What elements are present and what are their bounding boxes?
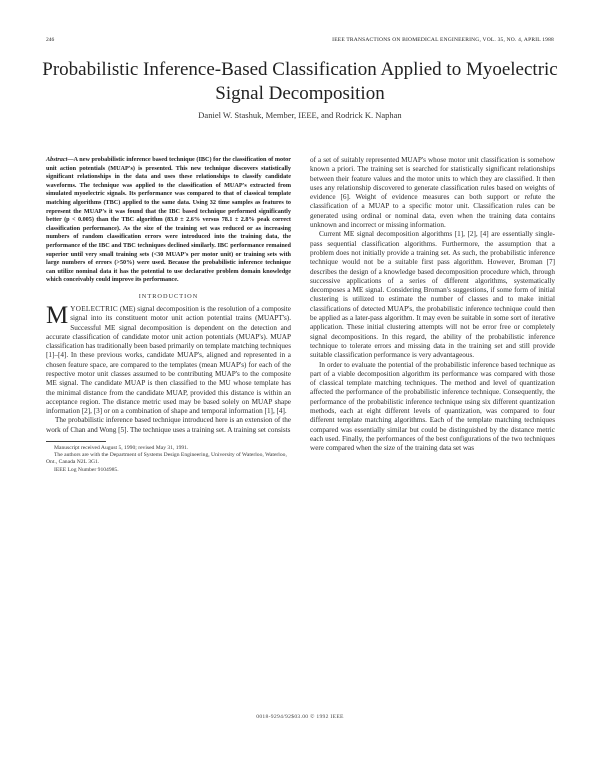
abstract — [46, 156, 291, 285]
right-column — [310, 156, 555, 454]
footnote-affiliation: The authors are with the Department of Systems Design Engineering, University of Waterloo, Waterloo, Ont., Canada N2L 3G1. — [46, 452, 287, 466]
copyright-footer: 0018-9294/92$03.00 © 1992 IEEE — [256, 714, 344, 720]
right-paragraph-1: of a set of suitably represented MUAP's whose motor unit classification is somehow known a priori. The training set is searched for statistically significant relationships between their feature values and the motor units to which they are classified. It then uses any relationship discovered to generate classification rules based on weights of evidence [6]. Weight of evidence measures can both support or refute the classification of a MUAP to a specific motor unit. Classification rules can be generated using ordinal or nominal data, even when the training data contains unknown and incorrect or missing information. — [310, 156, 555, 230]
running-header — [46, 37, 554, 47]
introduction-body — [46, 301, 291, 435]
page-number: 246 — [46, 37, 55, 43]
footnotes — [46, 445, 291, 474]
abstract-text: —A new probabilistic inference based technique (IBC) for the classification of motor unit action potentials (MUAP's) is presented. This new technique discovers statistically significant relationships in the data and uses these relationships to classify candidate waveforms. The technique was applied to the classification of MUAP's extracted from simulated myoelectric signals. Its performance was compared to that of classical template matching algorithms (TBC) applied to the same data. Using 32 time samples as features to represent the MUAP's it was found that the IBC based technique performed significantly better (p < 0.005) than the TBC algorithm (83.0 ± 2.6% versus 78.1 ± 2.8% peak correct classification performance). As the size of the training set was reduced or as increasing numbers of random classification errors were introduced into the training data, the performance of the IBC and TBC techniques declined similarly. IBC performance remained superior until very small training sets (<30 MUAP's per motor unit) or training sets with large numbers of errors (>50%) were used. Because the probabilistic inference technique can utilize nominal data it has the potential to use declarative problem domain knowledge which conceivably could improve its performance. — [46, 156, 291, 284]
introduction-paragraph-1 — [46, 301, 291, 417]
paper-authors: Daniel W. Stashuk, Member, IEEE, and Rodrick K. Naphan — [198, 110, 402, 120]
right-column-body — [310, 156, 555, 454]
introduction-paragraph-2: The probabilistic inference based technique introduced here is an extension of the work of Chan and Wong [5]. The technique uses a training set. A training set consists — [46, 416, 291, 434]
abstract-label: Abstract — [46, 156, 68, 163]
right-paragraph-3: In order to evaluate the potential of the probabilistic inference based technique as part of a viable decomposition algorithm its performance was compared with those of classical template matching techniques. The method and level of quantization affected the performance of the probabilistic inference technique. Consequently, the performance of the probabilistic inference technique using six different quantization methods, each at eight different levels of quantization, was compared to four different template matching algorithms. Each of the template matching techniques compared was essentially similar but could be distinguished by the distance metric each used. Finally, the performances of the best configurations of the two techniques were compared when the size of the training data set was — [310, 360, 555, 453]
footnote-ieee-log: IEEE Log Number 9104985. — [54, 466, 119, 473]
paper-title: Probabilistic Inference-Based Classification Applied to Myoelectric Signal Decomposition — [42, 59, 558, 104]
footnote-received: Manuscript received August 5, 1990; revised May 31, 1991. — [54, 445, 189, 452]
left-column — [46, 156, 291, 474]
section-heading-introduction: INTRODUCTION — [138, 292, 199, 300]
journal-header: IEEE TRANSACTIONS ON BIOMEDICAL ENGINEERING, VOL. 35, NO. 4, APRIL 1988 — [332, 37, 554, 43]
lead-word: YOELECTRIC — [70, 304, 118, 313]
dropcap-letter: M — [46, 301, 69, 329]
introduction-text-1: (ME) signal decomposition is the resolution of a composite signal into its constituent motor unit action potential trains (MUAPT's). Successful ME signal decomposition is dependent on the detection and accurate classification of candidate motor unit action potentials (MUAP's). MUAP classification has traditionally been based primarily on template matching techniques [1]–[4]. In these previous works, candidate MUAP's, aligned and represented in a chosen feature space, are compared to the templates (mean MUAP's) for each of the respective motor unit classes assumed to be contributing MUAP's to the composite ME signal. The candidate MUAP is then classified to the MU whose template has the minimal distance from the candidate MUAP, provided this distance is within an acceptance region. The distance metric used may be based solely on MUAP shape information [2], [3] or on a combination of shape and temporal information [1], [4]. — [46, 304, 291, 416]
footnote-rule — [46, 441, 106, 442]
right-paragraph-2: Current ME signal decomposition algorithms [1], [2], [4] are essentially single-pass sequential classification algorithms. Furthermore, the assumption that a problem does not initially provide a training set. As such, the probabilistic inference technique would not be a suitable first pass algorithm. However, Broman [7] describes the design of a knowledge based decomposition procedure which, through successive applications of a series of different algorithms, systematically decomposes a ME signal. Considering Broman's suggestions, if some form of initial clustering is utilized to estimate the number of classes and to make initial classifications of detected MUAP's, the probabilistic inference technique could then be applied as a later-pass algorithm. It may even be suitable in some sort of iterative application. These initial clustering attempts will not be error free or completely signal decompositions. In this regard, the ability of the probabilistic inference technique to tolerate errors and missing data in the training set and still provide suitable classification performance is very advantageous. — [310, 230, 555, 360]
